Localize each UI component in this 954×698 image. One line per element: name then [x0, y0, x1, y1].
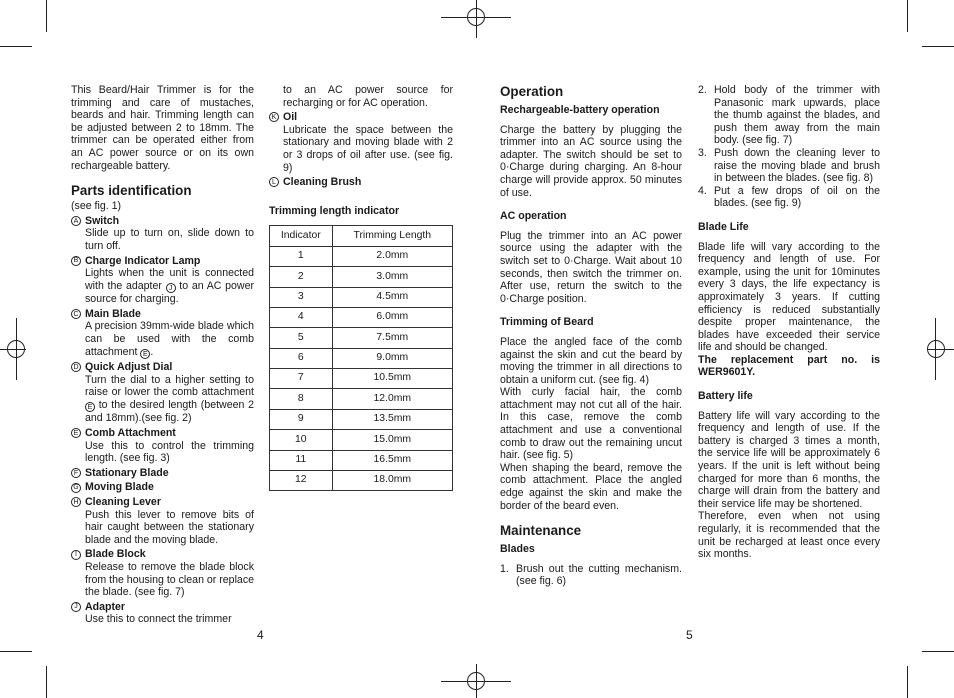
page-number-right: 5 [686, 628, 693, 642]
letter-b-icon: B [71, 256, 81, 266]
page-number-left: 4 [257, 628, 264, 642]
list-item: 3. Push down the cleaning lever to raise the moving blade and brush in between the blades. (see fig. 8) [698, 146, 880, 185]
indicator-cell: 2 [270, 267, 333, 287]
part-comb-attachment [71, 427, 254, 465]
part-name: Blade Block [85, 548, 146, 561]
list-item: 1. Brush out the cutting mechanism. (see fig. 6) [500, 562, 682, 588]
part-name: Comb Attachment [85, 426, 176, 439]
crop-mark [46, 0, 47, 32]
part-name: Charge Indicator Lamp [85, 254, 201, 267]
registration-mark [467, 672, 485, 690]
part-switch [71, 215, 254, 253]
crop-mark [0, 46, 32, 47]
indicator-cell: 11 [270, 450, 333, 470]
letter-c-icon: C [71, 309, 81, 319]
trim-table-body [270, 246, 453, 491]
letter-e-icon: E [140, 349, 150, 359]
letter-e-icon: E [71, 428, 81, 438]
indicator-cell: 3 [270, 287, 333, 307]
list-item: 4. Put a few drops of oil on the blades. (see fig. 9) [698, 184, 880, 210]
indicator-cell: 6 [270, 348, 333, 368]
part-name: Stationary Blade [85, 466, 169, 479]
blade-life-title: Blade Life [698, 220, 749, 233]
column-2 [269, 84, 453, 491]
part-name: Oil [283, 111, 298, 124]
length-cell: 6.0mm [332, 307, 452, 327]
battery-life-text: Therefore, even when not using regularly, it is recommended that the unit be recharged at least once every six months. [698, 510, 880, 561]
indicator-cell: 12 [270, 471, 333, 491]
crop-mark [46, 666, 47, 698]
indicator-cell: 7 [270, 369, 333, 389]
length-cell: 13.5mm [332, 409, 452, 429]
crop-mark [907, 666, 908, 698]
part-blade-block [71, 548, 254, 598]
maintenance-title: Maintenance [500, 523, 582, 539]
blades-steps [500, 563, 682, 588]
parts-title: Parts identification [71, 183, 192, 199]
beard-title: Trimming of Beard [500, 316, 594, 329]
part-name: Cleaning Lever [85, 495, 161, 508]
indicator-cell: 9 [270, 409, 333, 429]
crop-mark [922, 46, 954, 47]
table-row [270, 369, 453, 389]
part-desc: Lubricate the space between the stationary and moving blade with 2 or 3 drops of oil after use. (see fig. 9) [283, 123, 453, 174]
table-row [270, 348, 453, 368]
letter-j-icon: J [166, 283, 176, 293]
registration-mark [927, 340, 945, 358]
part-name: Adapter [85, 600, 126, 613]
part-name: Cleaning Brush [283, 176, 362, 189]
beard-text: With curly facial hair, the comb attachment may not cut all of the hair. In this case, remove the comb attachment and use a conventional comb to draw out the remaining uncut hair. (see fig. 5) [500, 386, 682, 462]
crop-mark [922, 651, 954, 652]
beard-text: Place the angled face of the comb against the skin and cut the beard by moving the trimmer in all directions to obtain a uniform cut. (see fig. 4) [500, 335, 682, 386]
letter-g-icon: G [71, 483, 81, 493]
crop-mark [0, 651, 32, 652]
part-oil [269, 111, 453, 174]
part-name: Moving Blade [85, 481, 154, 494]
registration-mark [7, 340, 25, 358]
letter-l-icon: L [269, 177, 279, 187]
battery-life-text: Battery life will vary according to the frequency and length of use. If the battery is charged 3 times a month, the service life will be approximately 6 years. If the unit is left without being charged for more than 6 months, the charge will drain from the battery and their service life may be shortened. [698, 409, 880, 510]
part-desc: Use this to control the trimming length. (see fig. 3) [85, 439, 254, 465]
blades-title: Blades [500, 543, 535, 556]
table-header: Indicator [270, 226, 333, 246]
replacement-part-text: The replacement part no. is WER9601Y. [698, 353, 880, 379]
trim-table-title: Trimming length indicator [269, 204, 400, 217]
table-header-row [270, 226, 453, 246]
table-row [270, 389, 453, 409]
indicator-cell: 10 [270, 430, 333, 450]
part-moving-blade [71, 481, 254, 494]
part-desc: Use this to connect the trimmer [85, 613, 232, 626]
table-row [270, 450, 453, 470]
intro-text: This Beard/Hair Trimmer is for the trimming and care of mustaches, beards and hair. Trimming length can be adjusted between 2 to 18mm. The trimmer can be operated either from an AC power source or on its own rechargeable battery. [71, 84, 254, 172]
part-desc: Lights when the unit is connected with the adapter J to an AC power source for charging. [85, 267, 254, 306]
column-4 [698, 84, 880, 561]
letter-j-icon: J [71, 602, 81, 612]
parts-see-fig: (see fig. 1) [71, 200, 122, 213]
ac-text: Plug the trimmer into an AC power source using the adapter with the switch set to 0·Charge. Wait about 10 seconds, then switch the trimmer on. After use, return the switch to the 0·Charge position. [500, 229, 682, 305]
part-desc: Slide up to turn on, slide down to turn off. [85, 227, 254, 252]
indicator-cell: 1 [270, 246, 333, 266]
table-row [270, 267, 453, 287]
table-row [270, 409, 453, 429]
adapter-desc-cont: to an AC power source for recharging or for AC operation. [283, 84, 453, 109]
table-row [270, 328, 453, 348]
length-cell: 15.0mm [332, 430, 452, 450]
registration-mark [467, 8, 485, 26]
table-row [270, 430, 453, 450]
length-cell: 2.0mm [332, 246, 452, 266]
part-desc: Release to remove the blade block from the housing to clean or replace the blade. (see fig. 7) [85, 560, 255, 599]
table-row [270, 246, 453, 266]
trim-length-table [269, 225, 453, 491]
part-cleaning-brush [269, 176, 453, 189]
letter-f-icon: F [71, 468, 81, 478]
operation-title: Operation [500, 84, 564, 99]
letter-d-icon: D [71, 362, 81, 372]
length-cell: 7.5mm [332, 328, 452, 348]
part-name: Quick Adjust Dial [85, 361, 173, 374]
length-cell: 16.5mm [332, 450, 452, 470]
battery-life-title: Battery life [698, 390, 753, 403]
table-row [270, 307, 453, 327]
recharge-text: Charge the battery by plugging the trimmer into an AC source using the adapter. The switch should be set to 0·Charge during charging. An 8-hour charge will provide approx. 50 minutes of use. [500, 123, 682, 199]
blades-steps-cont [698, 84, 880, 210]
part-name: Switch [85, 214, 120, 227]
recharge-title: Rechargeable-battery operation [500, 104, 660, 116]
part-name: Main Blade [85, 307, 141, 320]
length-cell: 4.5mm [332, 287, 452, 307]
table-row [270, 287, 453, 307]
list-item: 2. Hold body of the trimmer with Panasonic mark upwards, place the thumb against the blades, and push them away from the main body. (see fig. 7) [698, 84, 880, 147]
indicator-cell: 4 [270, 307, 333, 327]
column-1 [71, 84, 254, 626]
indicator-cell: 8 [270, 389, 333, 409]
part-desc: A precision 39mm-wide blade which can be used with the comb attachment E . [85, 320, 254, 358]
ac-title: AC operation [500, 210, 567, 223]
beard-text: When shaping the beard, remove the comb attachment. Place the angled edge against the skin and make the border of the beard even. [500, 461, 682, 512]
part-stationary-blade [71, 467, 254, 480]
indicator-cell: 5 [270, 328, 333, 348]
length-cell: 12.0mm [332, 389, 452, 409]
part-cleaning-lever [71, 496, 254, 546]
part-adjust-dial [71, 361, 254, 425]
letter-k-icon: K [269, 112, 279, 122]
letter-e-icon: E [85, 402, 95, 412]
part-desc: Push this lever to remove bits of hair caught between the stationary blade and the moving blade. [85, 508, 254, 546]
letter-i-icon: I [71, 550, 81, 560]
blade-life-text: Blade life will vary according to the frequency and length of use. For example, using the unit for 10minutes every 3 days, the life expectancy is approximately 3 years. If cutting efficiency is reduced substantially despite proper maintenance, the blades have exceeded their service life and should be changed. [698, 240, 880, 354]
part-desc: Turn the dial to a higher setting to raise or lower the comb attachment E to the desired length (between 2 and 18mm).(see fig. 2) [85, 373, 254, 425]
length-cell: 9.0mm [332, 348, 452, 368]
length-cell: 3.0mm [332, 267, 452, 287]
column-3 [500, 84, 682, 588]
part-charge-lamp [71, 255, 254, 306]
letter-a-icon: A [71, 216, 81, 226]
table-header: Trimming Length [332, 226, 452, 246]
length-cell: 10.5mm [332, 369, 452, 389]
table-row [270, 471, 453, 491]
part-adapter [71, 601, 254, 626]
letter-h-icon: H [71, 497, 81, 507]
length-cell: 18.0mm [332, 471, 452, 491]
crop-mark [907, 0, 908, 32]
part-main-blade [71, 308, 254, 359]
